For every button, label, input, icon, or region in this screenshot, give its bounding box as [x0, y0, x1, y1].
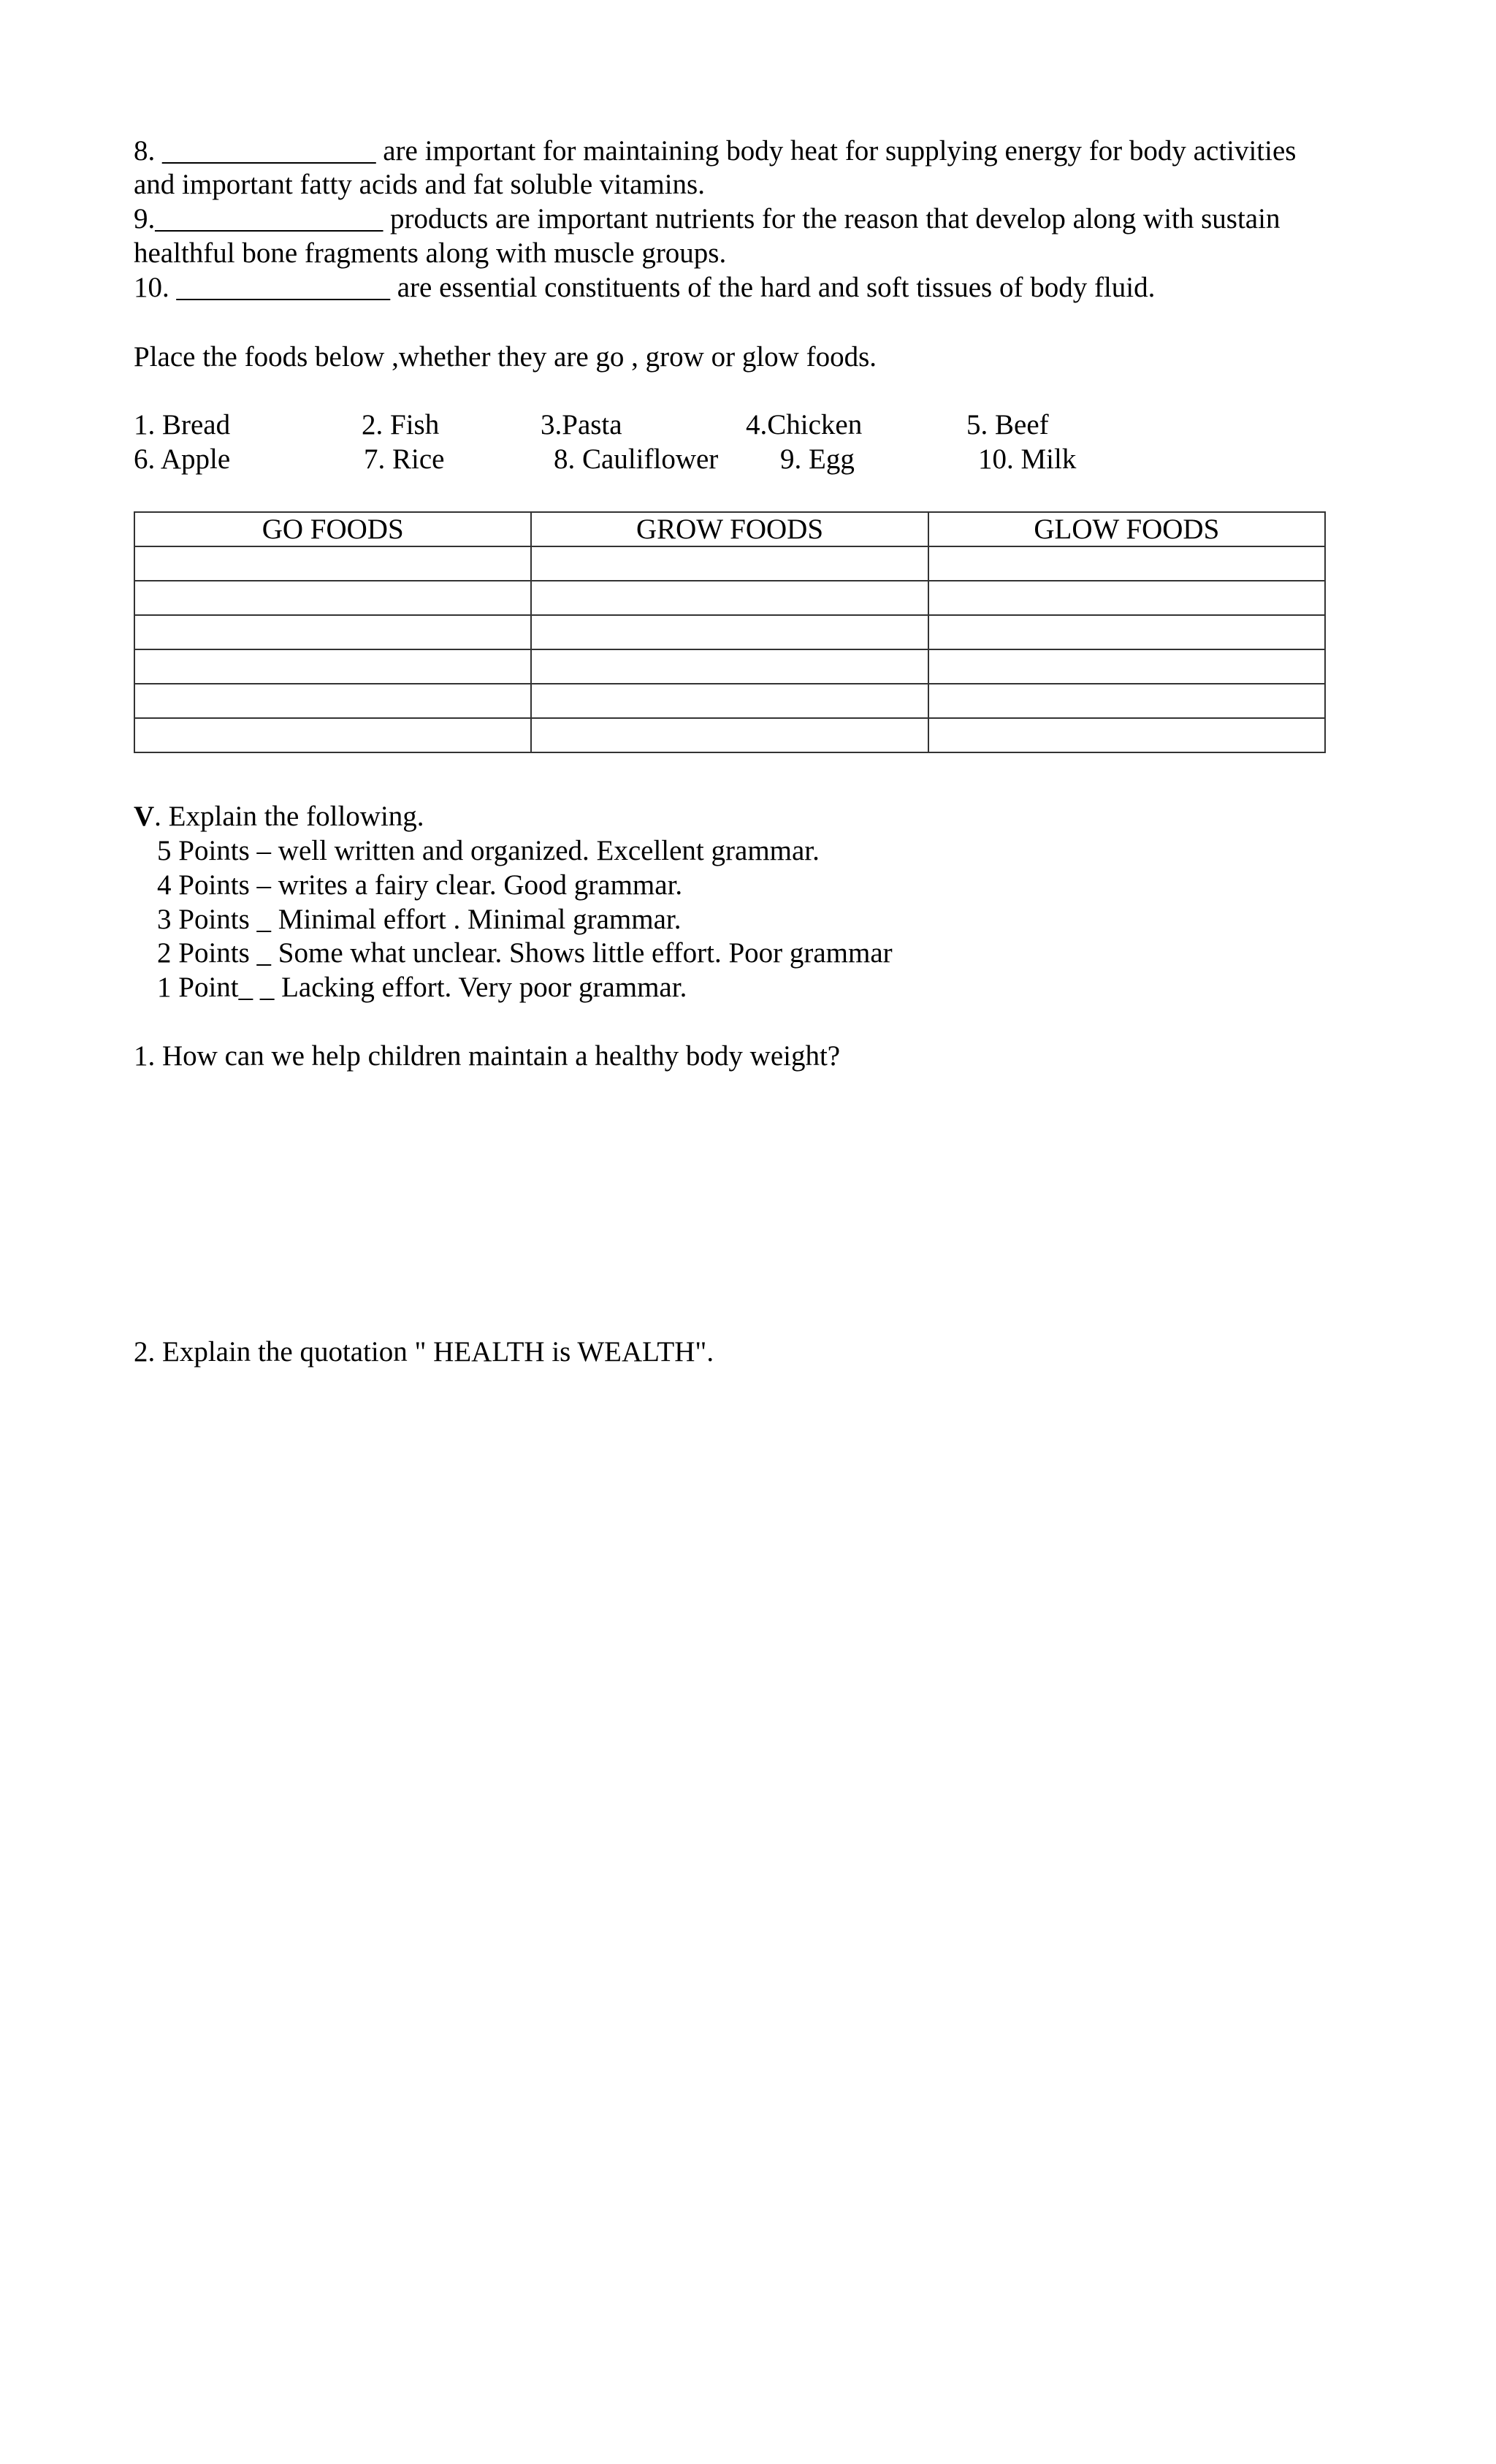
section-v-title: . Explain the following.: [154, 801, 424, 832]
question-9-line-2: healthful bone fragments along with muscle groups.: [134, 237, 727, 269]
food-item: 5. Beef: [966, 409, 1049, 440]
answer-cell[interactable]: [134, 546, 531, 581]
answer-cell[interactable]: [134, 649, 531, 684]
table-header-row: [134, 512, 1325, 546]
table-row: [134, 546, 1325, 581]
food-item: 2. Fish: [362, 409, 440, 440]
rubric-line-4-points: 4 Points – writes a fairy clear. Good grammar.: [157, 869, 683, 901]
table-row: [134, 649, 1325, 684]
question-8-line-2: and important fatty acids and fat soluble vitamins.: [134, 169, 705, 200]
food-item: 4.Chicken: [746, 409, 863, 440]
section-v-numeral: V: [134, 801, 155, 832]
essay-question-1: 1. How can we help children maintain a healthy body weight?: [134, 1040, 841, 1072]
food-item: 10. Milk: [978, 443, 1077, 475]
answer-cell[interactable]: [531, 615, 928, 649]
answer-cell[interactable]: [928, 546, 1325, 581]
food-sorting-table: [134, 511, 1326, 753]
food-item: 1. Bread: [134, 409, 231, 440]
answer-cell[interactable]: [531, 546, 928, 581]
answer-cell[interactable]: [134, 718, 531, 752]
answer-cell[interactable]: [531, 718, 928, 752]
rubric-line-1-point: 1 Point_ _ Lacking effort. Very poor grammar.: [157, 972, 687, 1003]
answer-cell[interactable]: [928, 649, 1325, 684]
food-item: 8. Cauliflower: [554, 443, 719, 475]
sorting-instruction: Place the foods below ,whether they are go , grow or glow foods.: [134, 341, 877, 373]
answer-cell[interactable]: [928, 718, 1325, 752]
answer-cell[interactable]: [531, 684, 928, 718]
question-9-line-1: 9.________________ products are important nutrients for the reason that develop along with sustain: [134, 203, 1281, 234]
food-item: 9. Egg: [780, 443, 855, 475]
column-header-grow-foods: GROW FOODS: [531, 512, 928, 546]
answer-cell[interactable]: [531, 581, 928, 615]
answer-cell[interactable]: [928, 581, 1325, 615]
answer-cell[interactable]: [134, 615, 531, 649]
essay-question-2: 2. Explain the quotation " HEALTH is WEALTH".: [134, 1336, 714, 1368]
food-item: 3.Pasta: [541, 409, 622, 440]
table-row: [134, 718, 1325, 752]
answer-cell[interactable]: [531, 649, 928, 684]
answer-cell[interactable]: [928, 615, 1325, 649]
answer-cell[interactable]: [134, 684, 531, 718]
table-row: [134, 581, 1325, 615]
answer-cell[interactable]: [928, 684, 1325, 718]
question-8-line-1: 8. _______________ are important for maintaining body heat for supplying energy for body activities: [134, 135, 1297, 167]
section-v-heading: [134, 799, 424, 834]
table-row: [134, 684, 1325, 718]
column-header-go-foods: GO FOODS: [134, 512, 531, 546]
table-row: [134, 615, 1325, 649]
rubric-line-3-points: 3 Points _ Minimal effort . Minimal grammar.: [157, 904, 682, 935]
food-item: 6. Apple: [134, 443, 231, 475]
column-header-glow-foods: GLOW FOODS: [928, 512, 1325, 546]
answer-cell[interactable]: [134, 581, 531, 615]
rubric-line-5-points: 5 Points – well written and organized. Excellent grammar.: [157, 835, 820, 866]
rubric-line-2-points: 2 Points _ Some what unclear. Shows little effort. Poor grammar: [157, 937, 893, 969]
food-item: 7. Rice: [364, 443, 445, 475]
question-10-line-1: 10. _______________ are essential constituents of the hard and soft tissues of body fluid.: [134, 272, 1156, 303]
